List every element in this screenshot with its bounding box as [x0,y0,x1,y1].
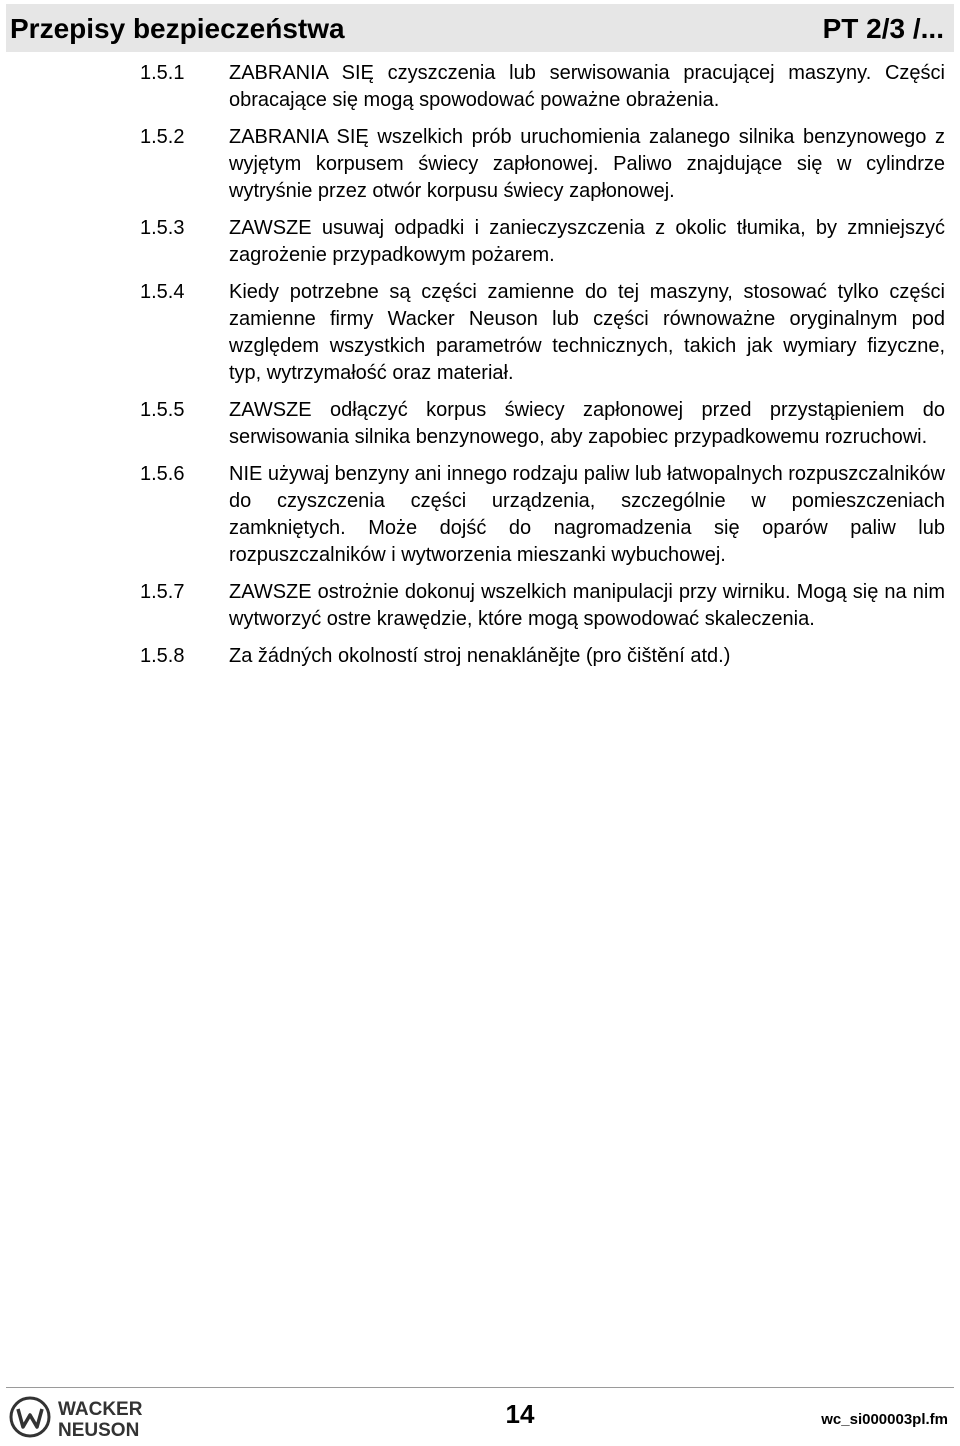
page-number: 14 [505,1399,535,1429]
safety-rules-list [0,60,960,680]
footer-divider [6,1387,954,1388]
file-name: wc_si000003pl.fm [821,1411,948,1428]
item-number: 1.5.7 [140,581,185,603]
item-number: 1.5.3 [140,217,185,239]
item-number: 1.5.8 [140,645,185,667]
item-text: ZAWSZE odłączyć korpus świecy zapłonowej przed przystąpieniem do serwisowania silnika benzynowego, aby zapobiec przypadkowemu rozruchowi. [229,399,945,448]
item-text: NIE używaj benzyny ani innego rodzaju paliw lub łatwopalnych rozpuszczalników do czyszczenia części urządzenia, szczególnie w pomieszczeniach zamkniętych. Może dojść do nagromadzenia się oparów paliw lub rozpuszczalników i wytworzenia mieszanki wybuchowej. [229,463,945,566]
list-item [0,643,960,670]
list-item [0,215,960,269]
item-number: 1.5.4 [140,281,185,303]
logo-text-line1: WACKER [58,1399,143,1420]
list-item [0,461,960,569]
list-item [0,279,960,387]
item-text: Za žádných okolností stroj nenaklánějte (pro čištění atd.) [229,645,731,667]
item-number: 1.5.6 [140,463,185,485]
item-number: 1.5.1 [140,62,185,84]
header-bar [6,4,954,52]
document-code: PT 2/3 /... [822,13,944,44]
logo-text-line2: NEUSON [58,1420,140,1440]
list-item [0,124,960,205]
item-text: ZABRANIA SIĘ wszelkich prób uruchomienia zalanego silnika benzynowego z wyjętym korpusem świecy zapłonowej. Paliwo znajdujące się w cylindrze wytryśnie przez otwór korpusu świecy zapłonowej. [229,126,945,202]
item-text: ZAWSZE usuwaj odpadki i zanieczyszczenia z okolic tłumika, by zmniejszyć zagrożenie przypadkowym pożarem. [229,217,945,266]
item-text: ZABRANIA SIĘ czyszczenia lub serwisowania pracującej maszyny. Części obracające się mogą spowodować poważne obrażenia. [229,62,945,111]
item-number: 1.5.5 [140,399,185,421]
item-text: ZAWSZE ostrożnie dokonuj wszelkich manipulacji przy wirniku. Mogą się na nim wytworzyć ostre krawędzie, które mogą spowodować skaleczenia. [229,581,945,630]
list-item [0,60,960,114]
page-title: Przepisy bezpieczeństwa [10,13,345,44]
item-number: 1.5.2 [140,126,185,148]
item-text: Kiedy potrzebne są części zamienne do tej maszyny, stosować tylko części zamienne firmy Wacker Neuson lub części równoważne oryginalnym pod względem wszystkich parametrów technicznych, takich jak wymiary fizyczne, typ, wytrzymałość oraz materiał. [229,281,945,384]
list-item [0,397,960,451]
list-item [0,579,960,633]
